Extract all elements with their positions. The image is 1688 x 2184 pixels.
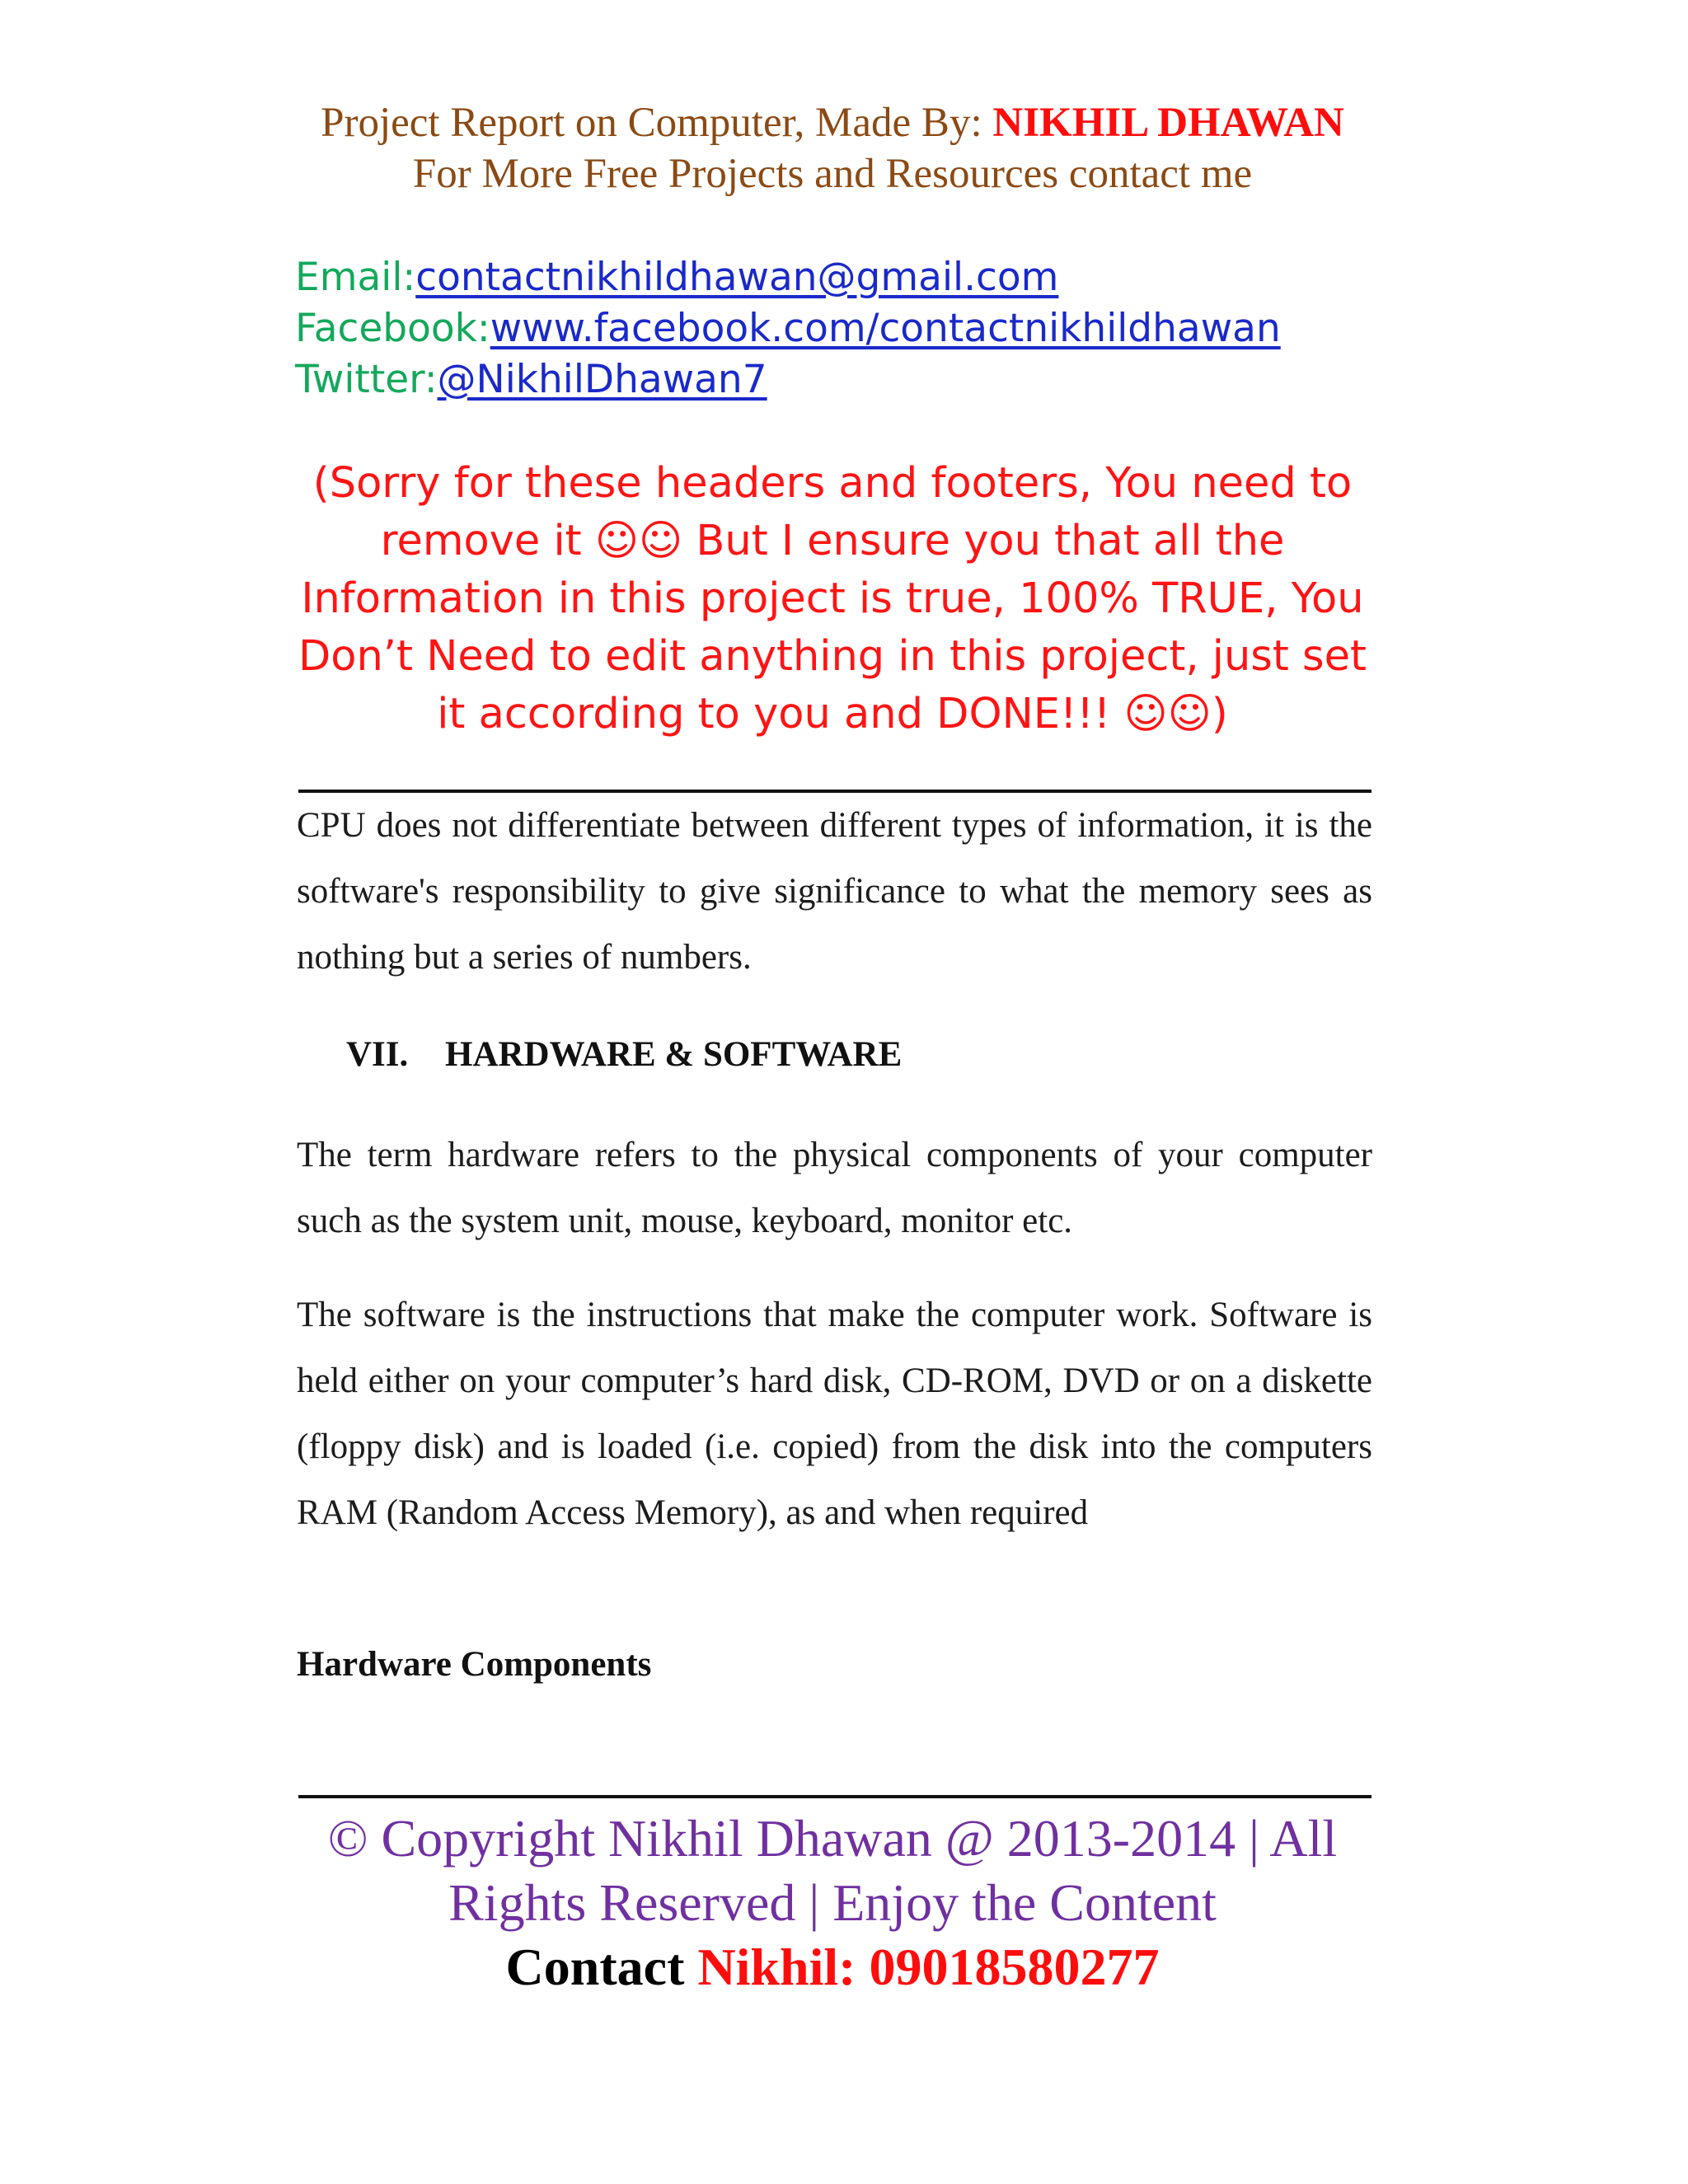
facebook-label: Facebook: [295, 306, 490, 351]
contact-phone: Nikhil: 09018580277 [697, 1938, 1160, 1996]
contact-block [295, 252, 1281, 405]
twitter-label: Twitter: [295, 357, 438, 402]
twitter-row [295, 354, 1281, 405]
section-title: HARDWARE & SOFTWARE [445, 1035, 903, 1074]
page-footer [280, 1807, 1385, 1999]
paragraph-cpu: CPU does not differentiate between different types of information, it is the software's responsibility to give significance to what the memory sees as nothing but a series of numbers. [297, 806, 1372, 977]
twitter-link[interactable]: @NikhilDhawan7 [437, 357, 767, 402]
footer-divider [298, 1795, 1372, 1798]
header-prefix: Project Report on Computer, Made By: [321, 100, 993, 146]
notice-line: it according to you and DONE!!! ☺☺) [437, 690, 1228, 738]
notice-line: remove it ☺☺ But I ensure you that all the [380, 517, 1285, 565]
paragraph-software: The software is the instructions that make the computer work. Software is held either on your computer’s hard disk, CD-ROM, DVD or on a diskette (floppy disk) and is loaded (i.e. copied) from the disk into the computers RAM (Random Access Memory), as and when required [297, 1296, 1372, 1532]
section-heading [346, 1034, 902, 1075]
author-name: NIKHIL DHAWAN [992, 100, 1344, 146]
subheading-hardware-components: Hardware Components [297, 1645, 652, 1684]
header-line-2: For More Free Projects and Resources contact me [412, 151, 1253, 197]
email-row [295, 252, 1281, 303]
copyright-line-2: Rights Reserved | Enjoy the Content [448, 1873, 1217, 1932]
paragraph-hardware: The term hardware refers to the physical components of your computer such as the system unit, mouse, keyboard, monitor etc. [297, 1136, 1372, 1240]
facebook-link[interactable]: www.facebook.com/contactnikhildhawan [490, 306, 1281, 351]
copyright-line-1: © Copyright Nikhil Dhawan @ 2013-2014 | All [327, 1809, 1338, 1868]
email-link[interactable]: contactnikhildhawan@gmail.com [415, 255, 1059, 300]
header-line-1 [293, 97, 1372, 148]
section-number: VII. [346, 1035, 409, 1074]
notice-line: Don’t Need to edit anything in this project, just set [298, 632, 1367, 681]
email-label: Email: [295, 255, 416, 300]
facebook-row [295, 303, 1281, 354]
page-header [293, 97, 1372, 199]
notice-line: (Sorry for these headers and footers, You need to [312, 459, 1353, 508]
notice-line: Information in this project is true, 100% TRUE, You [301, 574, 1364, 623]
contact-line [280, 1935, 1385, 1999]
notice-block [284, 455, 1381, 743]
contact-label: Contact [505, 1938, 698, 1996]
